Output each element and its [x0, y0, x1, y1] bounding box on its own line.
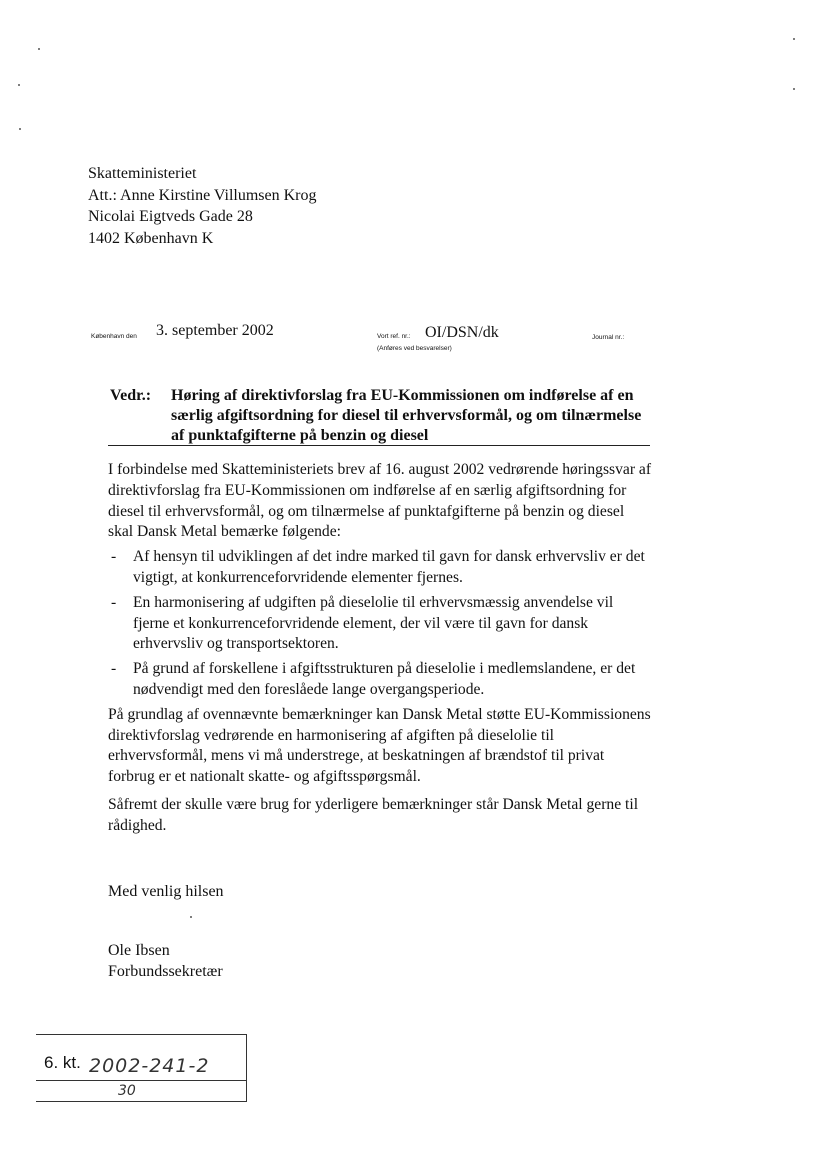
- handwritten-case-number: 2002-241-2: [89, 1055, 210, 1077]
- case-stamp: [36, 1034, 247, 1102]
- availability-paragraph: Såfremt der skulle være brug for yderligere bemærkninger står Dansk Metal gerne til rådighed.: [108, 795, 639, 834]
- bullet-text: Af hensyn til udviklingen af det indre marked til gavn for dansk erhvervsliv er det vigtigt, at konkurrenceforvridende elementer fjernes.: [133, 548, 645, 586]
- bullet-text: På grund af forskellene i afgiftsstrukturen på dieselolie i medlemslandene, er det nødvendigt med den foreslåede lange overgangsperiode.: [133, 660, 636, 698]
- signer-name: Ole Ibsen: [108, 942, 170, 959]
- reference-value: OI/DSN/dk: [425, 324, 499, 341]
- bullet-dash: -: [111, 660, 117, 678]
- support-paragraph: På grundlag af ovennævnte bemærkninger kan Dansk Metal støtte EU-Kommissionens direktivforslag vedrørende en harmonisering af afgiften på dieselolie til erhvervsformål, mens vi må understrege, at beskatningen af brændstof til privat forbrug er et nationalt skatte- og afgiftsspørgsmål.: [108, 705, 651, 786]
- scan-speck: [38, 48, 40, 50]
- closing-greeting: Med venlig hilsen: [108, 883, 224, 900]
- bullet-dash: -: [111, 593, 117, 611]
- recipient-line: Skatteministeriet: [88, 165, 197, 182]
- bullet-item: [108, 593, 653, 655]
- intro-paragraph: I forbindelse med Skatteministeriets brev af 16. august 2002 vedrørende høringssvar af direktivforslag fra EU-Kommissionen om indførelse af en særlig afgiftsordning for diesel til erhvervsformål, og om tilnærmelse af punktafgifterne på benzin og diesel skal Dansk Metal bemærke følgende:: [108, 461, 652, 541]
- bullet-item: [108, 547, 653, 589]
- stamp-divider: [36, 1080, 246, 1081]
- reference-note: (Anføres ved besvarelser): [377, 345, 452, 352]
- letter-body: [108, 460, 653, 837]
- scan-speck: [190, 916, 192, 918]
- signer-title: Forbundssekretær: [108, 963, 223, 980]
- recipient-line: Nicolai Eigtveds Gade 28: [88, 208, 253, 225]
- signer-block: [108, 940, 223, 982]
- recipient-line: 1402 København K: [88, 229, 214, 247]
- reference-label: Vort ref. nr.:: [377, 333, 411, 340]
- recipient-address: [88, 163, 317, 249]
- letter-date: 3. september 2002: [156, 322, 274, 339]
- bullet-text: En harmonisering af udgiften på dieselolie til erhvervsmæssig anvendelse vil fjerne et konkurrenceforvridende element, der vil være til gavn for dansk erhvervsliv og transportsektoren.: [133, 593, 614, 653]
- recipient-line: Att.: Anne Kirstine Villumsen Krog: [88, 186, 317, 204]
- journal-label: Journal nr.:: [592, 334, 625, 341]
- scan-speck: [19, 128, 21, 130]
- scan-speck: [793, 88, 795, 90]
- place-label: København den: [91, 333, 137, 340]
- bullet-item: [108, 659, 653, 701]
- handwritten-sub-number: 30: [118, 1083, 136, 1099]
- scan-speck: [793, 38, 795, 40]
- bullet-dash: -: [111, 548, 117, 566]
- scan-speck: [18, 84, 20, 86]
- subject-text: Høring af direktivforslag fra EU-Kommissionen om indførelse af en særlig afgiftsordning for diesel til erhvervsformål, og om tilnærmelse af punktafgifterne på benzin og diesel: [171, 387, 642, 444]
- subject-underline: [108, 445, 650, 446]
- stamp-label: 6. kt.: [44, 1053, 81, 1072]
- subject-label: Vedr.:: [110, 387, 152, 404]
